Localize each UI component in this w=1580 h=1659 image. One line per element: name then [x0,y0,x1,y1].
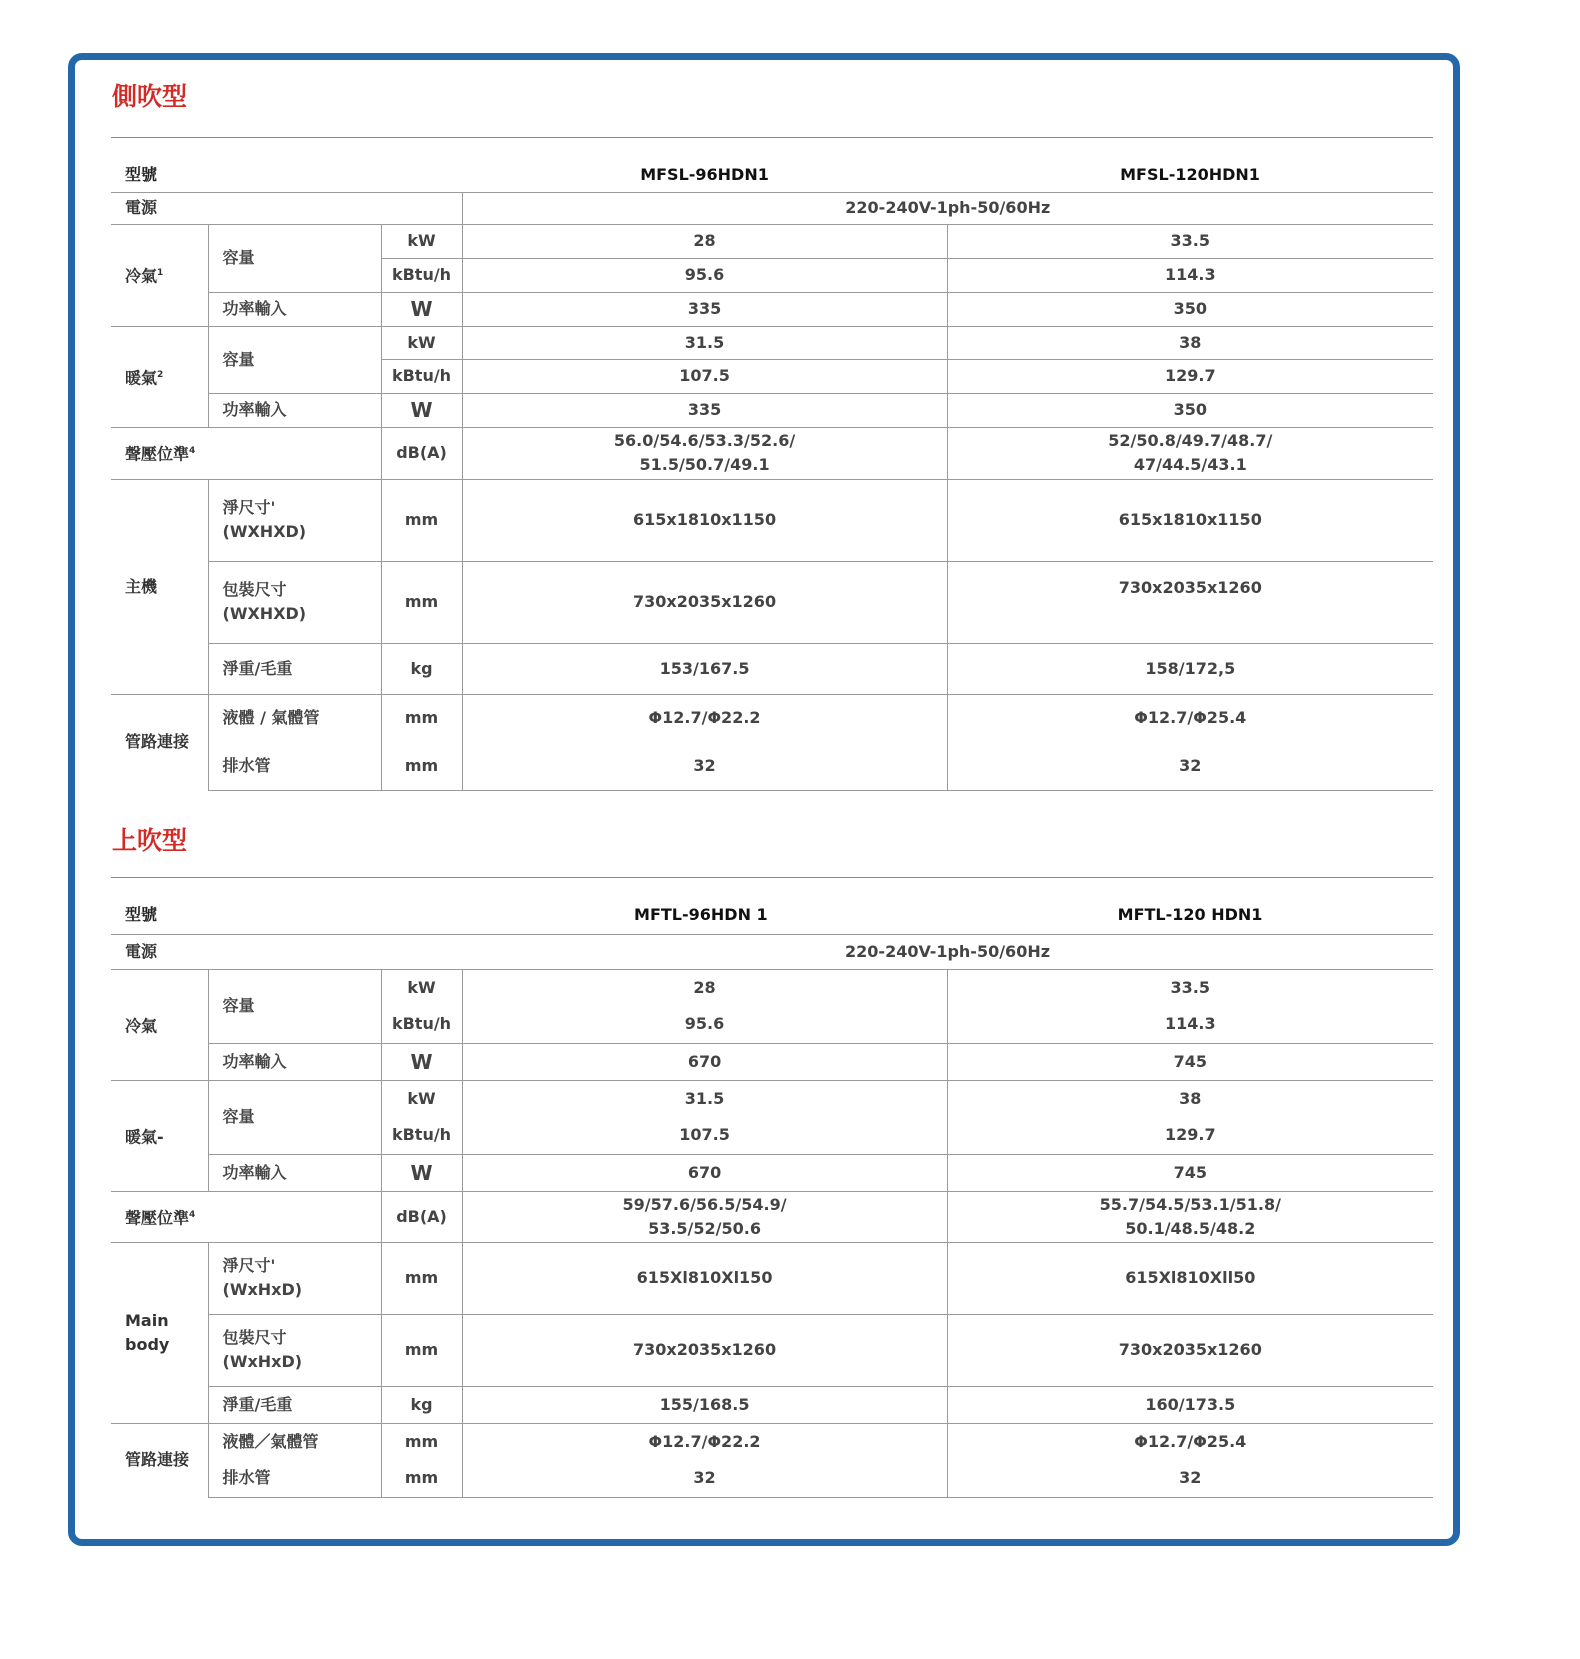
value-cell: 114.3 [947,258,1433,292]
value-cell: 350 [947,292,1433,326]
capacity-label: 容量 [208,969,381,1043]
value-cell: 129.7 [1164,1125,1216,1145]
cooling-input-row [111,292,1433,326]
drain-pipe-row [111,1460,1433,1497]
unit-kg: kg [381,643,462,694]
value-cell: 95.6 [462,1006,947,1043]
drain-pipe-label: 排水管 [208,1460,381,1497]
value-cell: 33.5 [947,224,1433,258]
model-name: MFTL-120 HDN1 [1117,904,1263,924]
section-title: 側吹型 [112,82,188,111]
noise-label: 聲壓位準$^4$ [111,427,381,479]
weight-row [111,643,1433,694]
value-cell: 153/167.5 [462,643,947,694]
value-cell: 155/168.5 [462,1386,947,1423]
unit-kw: kW [381,326,462,359]
section-rule [111,877,1433,878]
unit-w: W [381,393,462,427]
value-cell: 95.6 [462,258,947,292]
power-row [111,934,1433,969]
spec-table-side [111,158,1433,791]
value-cell: 28 [462,969,947,1006]
unit-kg: kg [381,1386,462,1423]
model-name: MFSL-96HDN1 [640,164,769,184]
weight-row [111,1386,1433,1423]
liquid-pipe-label: 液體 / 氣體管 [208,694,381,742]
unit-mm: mm [381,742,462,790]
unit-kw: kW [381,969,462,1006]
heating-input-row [111,393,1433,427]
main-label: Main body [111,1242,208,1423]
value-cell: 730x2035x1260 [947,561,1433,643]
drain-pipe-label: 排水管 [208,742,381,790]
value-cell: Φ12.7/Φ25.4 [947,694,1433,742]
weight-label: 淨重/毛重 [208,1386,381,1423]
value-cell: 33.5 [947,969,1433,1006]
value-cell: 670 [462,1043,947,1080]
spec-table-top [111,896,1433,1498]
value-cell: 107.5 [462,359,947,393]
value-cell: Φ12.7/Φ22.2 [462,694,947,742]
value-cell: 335 [462,292,947,326]
net-size-label: 淨尺寸' (WXHXD) [208,479,381,561]
power-value: 220-240V-1ph-50/60Hz [462,934,1433,969]
capacity-label: 容量 [208,224,381,292]
unit-kbtu: kBtu/h [381,1117,462,1154]
value-cell: 615x1810x1150 [947,479,1433,561]
input-label: 功率輸入 [208,1043,381,1080]
cooling-input-row [111,1043,1433,1080]
input-label: 功率輸入 [208,393,381,427]
model-label: 型號 [125,904,158,924]
unit-mm: mm [381,479,462,561]
pipe-label: 管路連接 [111,694,208,790]
noise-row [111,427,1433,479]
value-cell: 615Xl810Xl150 [462,1242,947,1314]
value-cell: 56.0/54.6/53.3/52.6/ 51.5/50.7/49.1 [462,427,947,479]
value-cell: 38 [947,326,1433,359]
value-cell: 129.7 [947,359,1433,393]
value-cell: 730x2035x1260 [462,1314,947,1386]
heating-label: 暖氣- [111,1080,208,1191]
value-cell: Φ12.7/Φ22.2 [462,1423,947,1460]
unit-kw: kW [381,224,462,258]
pack-size-label: 包裝尺寸 (WXHXD) [208,561,381,643]
unit-dba: dB(A) [381,1191,462,1242]
value-cell: 32 [462,742,947,790]
liquid-pipe-row [111,1423,1433,1460]
net-size-label: 淨尺寸' (WxHxD) [208,1242,381,1314]
value-cell: 160/173.5 [947,1386,1433,1423]
net-size-row [111,1242,1433,1314]
unit-mm: mm [381,1460,462,1497]
heating-label: 暖氣$^2$ [111,326,208,427]
power-value: 220-240V-1ph-50/60Hz [462,192,1433,224]
main-label: 主機 [111,479,208,694]
cooling-label: 冷氣$^1$ [111,224,208,326]
unit-kbtu: kBtu/h [381,1006,462,1043]
value-cell: 670 [462,1154,947,1191]
value-cell: 31.5 [462,326,947,359]
unit-mm: mm [381,694,462,742]
value-cell: Φ12.7/Φ25.4 [947,1423,1433,1460]
value-cell: 28 [462,224,947,258]
unit-kbtu: kBtu/h [381,258,462,292]
value-cell: 52/50.8/49.7/48.7/ 47/44.5/43.1 [947,427,1433,479]
value-cell: 114.3 [1164,1014,1216,1034]
value-cell: 615Xl810Xll50 [947,1242,1433,1314]
value-cell: 615x1810x1150 [462,479,947,561]
unit-mm: mm [381,561,462,643]
section-title: 上吹型 [112,826,188,855]
value-cell: 745 [947,1154,1433,1191]
drain-pipe-row [111,742,1433,790]
unit-kw: kW [381,1080,462,1117]
unit-kbtu: kBtu/h [381,359,462,393]
liquid-pipe-row [111,694,1433,742]
power-row [111,192,1433,224]
value-cell: 730x2035x1260 [462,561,947,643]
noise-row [111,1191,1433,1242]
value-cell: 107.5 [462,1117,947,1154]
value-cell: 730x2035x1260 [947,1314,1433,1386]
value-cell: 745 [947,1043,1433,1080]
value-cell: 32 [947,742,1433,790]
cooling-kw-row [111,969,1433,1006]
pack-size-label: 包裝尺寸 (WxHxD) [208,1314,381,1386]
capacity-label: 容量 [208,326,381,393]
pipe-label: 管路連接 [111,1423,208,1497]
unit-mm: mm [381,1242,462,1314]
unit-dba: dB(A) [381,427,462,479]
unit-mm: mm [381,1423,462,1460]
unit-w: W [381,1043,462,1080]
cooling-kw-row [111,224,1433,258]
net-size-row [111,479,1433,561]
model-row [111,896,1433,934]
value-cell: 350 [947,393,1433,427]
heating-kw-row [111,1080,1433,1117]
value-cell: 31.5 [462,1080,947,1117]
liquid-pipe-label: 液體／氣體管 [208,1423,381,1460]
value-cell: 158/172,5 [947,643,1433,694]
noise-label: 聲壓位準$^4$ [111,1191,381,1242]
section-rule [111,137,1433,138]
input-label: 功率輸入 [208,292,381,326]
input-label: 功率輸入 [208,1154,381,1191]
heating-input-row [111,1154,1433,1191]
power-label: 電源 [111,934,462,969]
value-cell: 55.7/54.5/53.1/51.8/ 50.1/48.5/48.2 [947,1191,1433,1242]
model-name: MFSL-120HDN1 [1120,164,1260,184]
unit-w: W [381,1154,462,1191]
model-label: 型號 [125,164,158,184]
unit-w: W [381,292,462,326]
unit-mm: mm [381,1314,462,1386]
heating-kw-row [111,326,1433,359]
cooling-label: 冷氣 [111,969,208,1080]
value-cell: 335 [462,393,947,427]
value-cell: 32 [947,1460,1433,1497]
pack-size-row [111,561,1433,643]
weight-label: 淨重/毛重 [208,643,381,694]
capacity-label: 容量 [208,1080,381,1154]
model-name: MFTL-96HDN 1 [634,904,768,924]
model-row [111,158,1433,192]
value-cell: 59/57.6/56.5/54.9/ 53.5/52/50.6 [462,1191,947,1242]
value-cell: 38 [947,1080,1433,1117]
value-cell: 32 [462,1460,947,1497]
power-label: 電源 [111,192,462,224]
pack-size-row [111,1314,1433,1386]
